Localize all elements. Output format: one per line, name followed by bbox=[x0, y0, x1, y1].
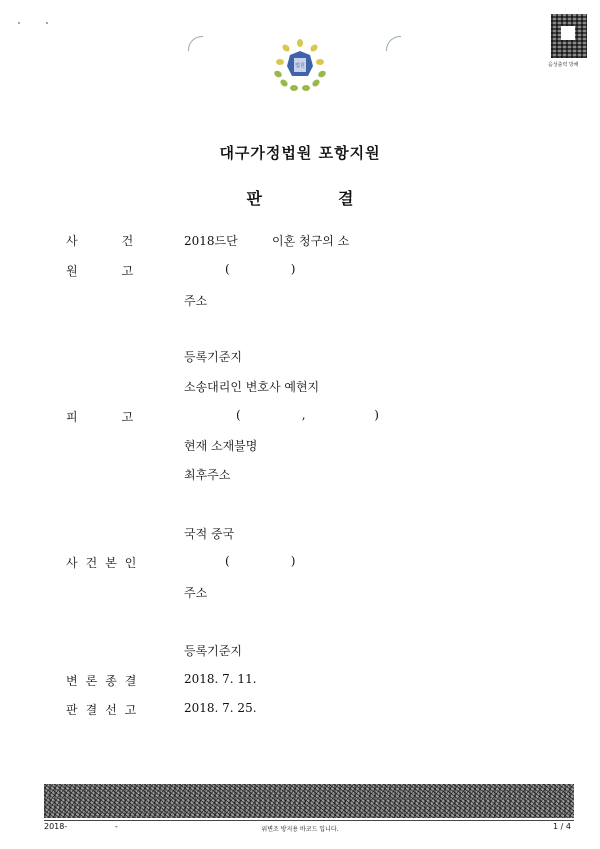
label-closing-date: 변 론 종 결 bbox=[66, 674, 137, 688]
plaintiff-attorney: 소송대리인 변호사 예현지 bbox=[184, 380, 320, 394]
document-title-char: 판 bbox=[246, 189, 262, 208]
corner-arc-left bbox=[188, 36, 203, 51]
document-title bbox=[0, 186, 600, 209]
footer-divider bbox=[44, 820, 574, 821]
judgment-date: 2018. 7. 25. bbox=[184, 701, 257, 715]
principal-address: 주소 bbox=[184, 586, 208, 600]
closing-date: 2018. 7. 11. bbox=[184, 672, 257, 686]
principal-nationality: 국적 중국 bbox=[184, 527, 235, 541]
defendant-status: 현재 소재불명 bbox=[184, 439, 258, 453]
principal-name: ( ) bbox=[225, 554, 296, 568]
footer-dash: - bbox=[115, 822, 118, 831]
court-emblem-icon bbox=[270, 38, 330, 94]
label-plaintiff: 원 고 bbox=[66, 264, 134, 278]
plaintiff-name: ( ) bbox=[225, 262, 296, 276]
anti-forgery-barcode bbox=[44, 784, 574, 818]
footer-notice: 위변조 방지용 바코드 입니다. bbox=[261, 826, 339, 833]
label-judgment-date: 판 결 선 고 bbox=[66, 703, 137, 717]
scan-dot bbox=[46, 22, 48, 24]
document-title-char: 결 bbox=[338, 189, 354, 208]
qr-caption: 음성출력 방해 bbox=[548, 62, 579, 68]
label-defendant: 피 고 bbox=[66, 410, 134, 424]
case-number: 2018드단 이혼 청구의 소 bbox=[184, 234, 350, 248]
defendant-name: ( , ) bbox=[236, 408, 379, 422]
plaintiff-address: 주소 bbox=[184, 294, 208, 308]
label-case: 사 건 bbox=[66, 234, 134, 248]
qr-code-icon bbox=[551, 14, 587, 58]
plaintiff-registry: 등록기준지 bbox=[184, 350, 242, 364]
label-principal: 사 건 본 인 bbox=[66, 556, 137, 570]
principal-registry: 등록기준지 bbox=[184, 644, 242, 658]
court-name: 대구가정법원 포항지원 bbox=[219, 144, 381, 162]
footer-case-number: 2018- bbox=[44, 822, 68, 831]
defendant-last-address: 최후주소 bbox=[184, 468, 231, 482]
scan-dot bbox=[18, 22, 20, 24]
corner-arc-right bbox=[386, 36, 401, 51]
page-number: 1 / 4 bbox=[553, 822, 571, 831]
emblem-text: 법원 bbox=[295, 63, 305, 69]
